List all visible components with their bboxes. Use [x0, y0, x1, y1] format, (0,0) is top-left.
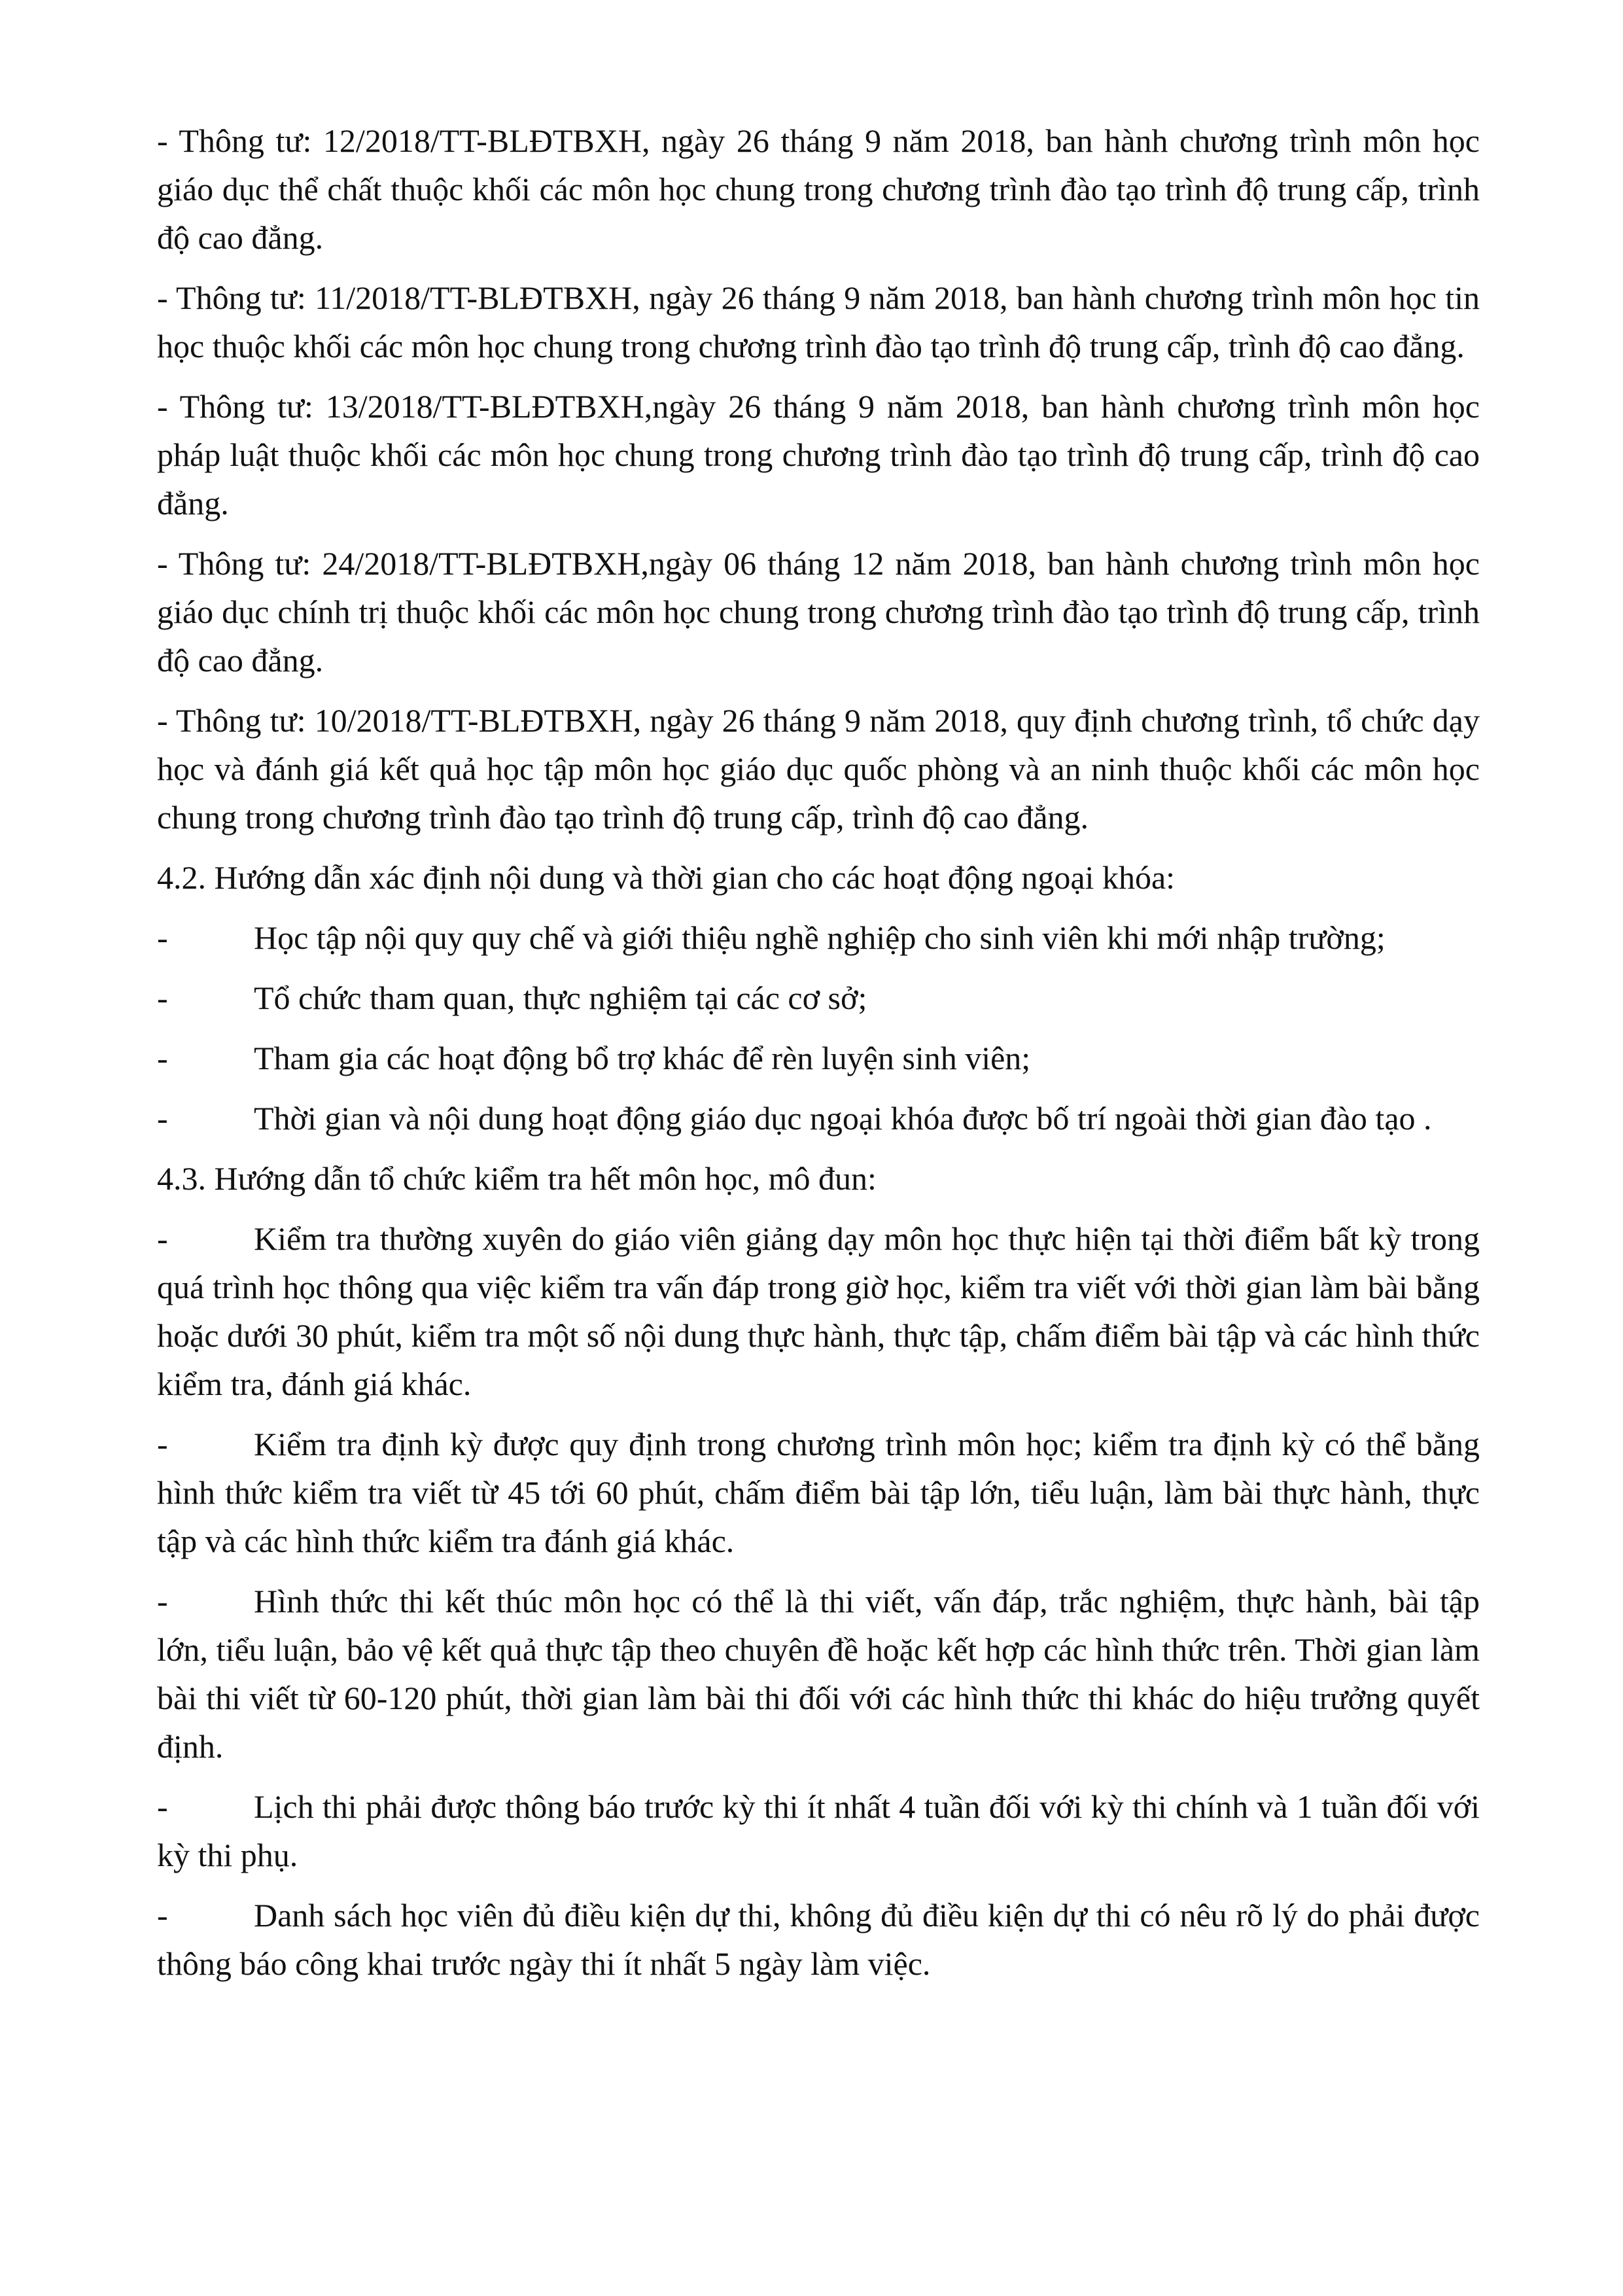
list-item	[157, 1420, 1480, 1565]
circular-paragraph: - Thông tư: 13/2018/TT-BLĐTBXH,ngày 26 tháng 9 năm 2018, ban hành chương trình môn học pháp luật thuộc khối các môn học chung trong chương trình đào tạo trình độ trung cấp, trình độ cao đẳng.	[157, 388, 1480, 521]
list-item	[157, 1891, 1480, 1988]
document-body	[157, 116, 1480, 2000]
list-item	[157, 1577, 1480, 1771]
list-item	[157, 1214, 1480, 1408]
circular-paragraph: - Thông tư: 11/2018/TT-BLĐTBXH, ngày 26 tháng 9 năm 2018, ban hành chương trình môn học tin học thuộc khối các môn học chung trong chương trình đào tạo trình độ trung cấp, trình độ cao đẳng.	[157, 279, 1480, 364]
list-item	[157, 913, 1480, 962]
list-dash: -	[157, 1426, 168, 1462]
list-item	[157, 1094, 1480, 1142]
circular-paragraph: - Thông tư: 10/2018/TT-BLĐTBXH, ngày 26 tháng 9 năm 2018, quy định chương trình, tổ chức dạy học và đánh giá kết quả học tập môn học giáo dục quốc phòng và an ninh thuộc khối các môn học chung trong chương trình đào tạo trình độ trung cấp, trình độ cao đẳng.	[157, 702, 1480, 836]
list-item-text: Hình thức thi kết thúc môn học có thể là thi viết, vấn đáp, trắc nghiệm, thực hành, bài tập lớn, tiểu luận, bảo vệ kết quả thực tập theo chuyên đề hoặc kết hợp các hình thức trên. Thời gian làm bài thi viết từ 60-120 phút, thời gian làm bài thi đối với các hình thức thi khác do hiệu trưởng quyết định.	[157, 1583, 1480, 1765]
list-item-text: Kiểm tra thường xuyên do giáo viên giảng dạy môn học thực hiện tại thời điểm bất kỳ trong quá trình học thông qua việc kiểm tra vấn đáp trong giờ học, kiểm tra viết với thời gian làm bài bằng hoặc dưới 30 phút, kiểm tra một số nội dung thực hành, thực tập, chấm điểm bài tập và các hình thức kiểm tra, đánh giá khác.	[157, 1220, 1480, 1402]
list-item-text: Học tập nội quy quy chế và giới thiệu nghề nghiệp cho sinh viên khi mới nhập trường;	[254, 919, 1386, 956]
list-dash: -	[157, 1583, 168, 1619]
list-item	[157, 974, 1480, 1022]
list-item	[157, 1782, 1480, 1879]
list-dash: -	[157, 980, 168, 1016]
section-4-3-heading: 4.3. Hướng dẫn tổ chức kiểm tra hết môn học, mô đun:	[157, 1160, 877, 1197]
list-item-text: Tham gia các hoạt động bổ trợ khác để rèn luyện sinh viên;	[254, 1040, 1031, 1076]
list-item	[157, 1034, 1480, 1082]
list-dash: -	[157, 1220, 168, 1257]
list-item-text: Kiểm tra định kỳ được quy định trong chương trình môn học; kiểm tra định kỳ có thể bằng hình thức kiểm tra viết từ 45 tới 60 phút, chấm điểm bài tập lớn, tiểu luận, làm bài thực hành, thực tập và các hình thức kiểm tra đánh giá khác.	[157, 1426, 1480, 1559]
list-dash: -	[157, 919, 168, 956]
circular-paragraph: - Thông tư: 12/2018/TT-BLĐTBXH, ngày 26 tháng 9 năm 2018, ban hành chương trình môn học giáo dục thể chất thuộc khối các môn học chung trong chương trình đào tạo trình độ trung cấp, trình độ cao đẳng.	[157, 122, 1480, 256]
list-dash: -	[157, 1897, 168, 1934]
circular-paragraph: - Thông tư: 24/2018/TT-BLĐTBXH,ngày 06 tháng 12 năm 2018, ban hành chương trình môn học giáo dục chính trị thuộc khối các môn học chung trong chương trình đào tạo trình độ trung cấp, trình độ cao đẳng.	[157, 545, 1480, 679]
list-item-text: Lịch thi phải được thông báo trước kỳ thi ít nhất 4 tuần đối với kỳ thi chính và 1 tuần đối với kỳ thi phụ.	[157, 1788, 1480, 1873]
list-item-text: Thời gian và nội dung hoạt động giáo dục ngoại khóa được bố trí ngoài thời gian đào tạo .	[254, 1100, 1432, 1137]
list-dash: -	[157, 1788, 168, 1825]
list-dash: -	[157, 1100, 168, 1137]
list-item-text: Tổ chức tham quan, thực nghiệm tại các cơ sở;	[254, 980, 867, 1016]
list-dash: -	[157, 1040, 168, 1076]
section-4-2-heading: 4.2. Hướng dẫn xác định nội dung và thời gian cho các hoạt động ngoại khóa:	[157, 859, 1176, 896]
list-item-text: Danh sách học viên đủ điều kiện dự thi, không đủ điều kiện dự thi có nêu rõ lý do phải được thông báo công khai trước ngày thi ít nhất 5 ngày làm việc.	[157, 1897, 1480, 1982]
